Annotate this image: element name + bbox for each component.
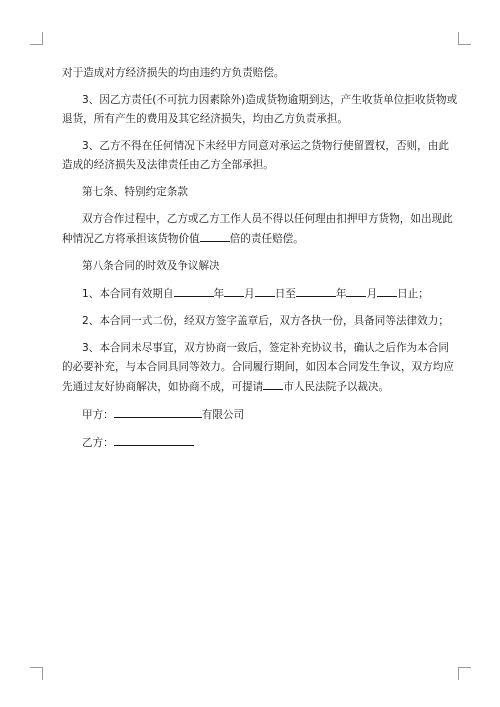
blank-end-day[interactable]: [377, 284, 397, 297]
crop-mark-top-right: [458, 32, 471, 45]
blank-start-month[interactable]: [224, 284, 244, 297]
crop-mark-bottom-right: [458, 667, 471, 680]
paragraph-term: 1、本合同有效期自 年 月 日至 年 月 日止；: [62, 284, 446, 304]
blank-party-a-name[interactable]: [114, 405, 202, 418]
blank-multiple[interactable]: [200, 229, 230, 242]
blank-end-month[interactable]: [346, 284, 366, 297]
article-7-title: 第七条、特别约定条款: [82, 186, 188, 198]
document-body: [62, 64, 458, 461]
blank-party-b-name[interactable]: [114, 433, 194, 446]
paragraph-disputes: 3、本合同未尽事宜，双方协商一致后，签定补充协议书，确认之后作为本合同 的必要补充，与本合同具同等效力。合同履行期间，如因本合同发生争议，双方均应 先通过友好协商解决，如协商不成，可提请 市人民法院予以裁决。: [62, 342, 454, 393]
paragraph-liability-end: 对于造成对方经济损失的均由违约方负责赔偿。: [62, 67, 285, 79]
paragraph-clause-3b: 3、乙方不得在任何情况下未经甲方同意对承运之货物行使留置权，否则，由此 造成的经济损失及法律责任由乙方全部承担。: [62, 140, 449, 171]
paragraph-clause-3a: 3、因乙方责任(不可抗力因素除外)造成货物逾期到达，产生收货单位拒收货物或 退货，所有产生的费用及其它经济损失，均由乙方负责承担。: [62, 94, 458, 125]
signature-party-b: 乙方：: [62, 433, 446, 453]
signature-party-a: 甲方： 有限公司: [62, 405, 446, 425]
article-8-title: 第八条合同的时效及争议解决: [82, 260, 220, 272]
paragraph-copies: 2、本合同一式二份，经双方签字盖章后，双方各执一份，具备同等法律效力；: [82, 315, 449, 327]
blank-end-year[interactable]: [296, 284, 336, 297]
paragraph-article-7: 双方合作过程中，乙方或乙方工作人员不得以任何理由扣押甲方货物，如出现此 种情况乙方将承担该货物价值 倍的责任赔偿。: [62, 213, 453, 245]
crop-mark-top-left: [30, 32, 43, 45]
blank-start-day[interactable]: [255, 284, 275, 297]
crop-mark-bottom-left: [30, 667, 43, 680]
blank-court-city[interactable]: [263, 377, 283, 390]
blank-start-year[interactable]: [174, 284, 214, 297]
